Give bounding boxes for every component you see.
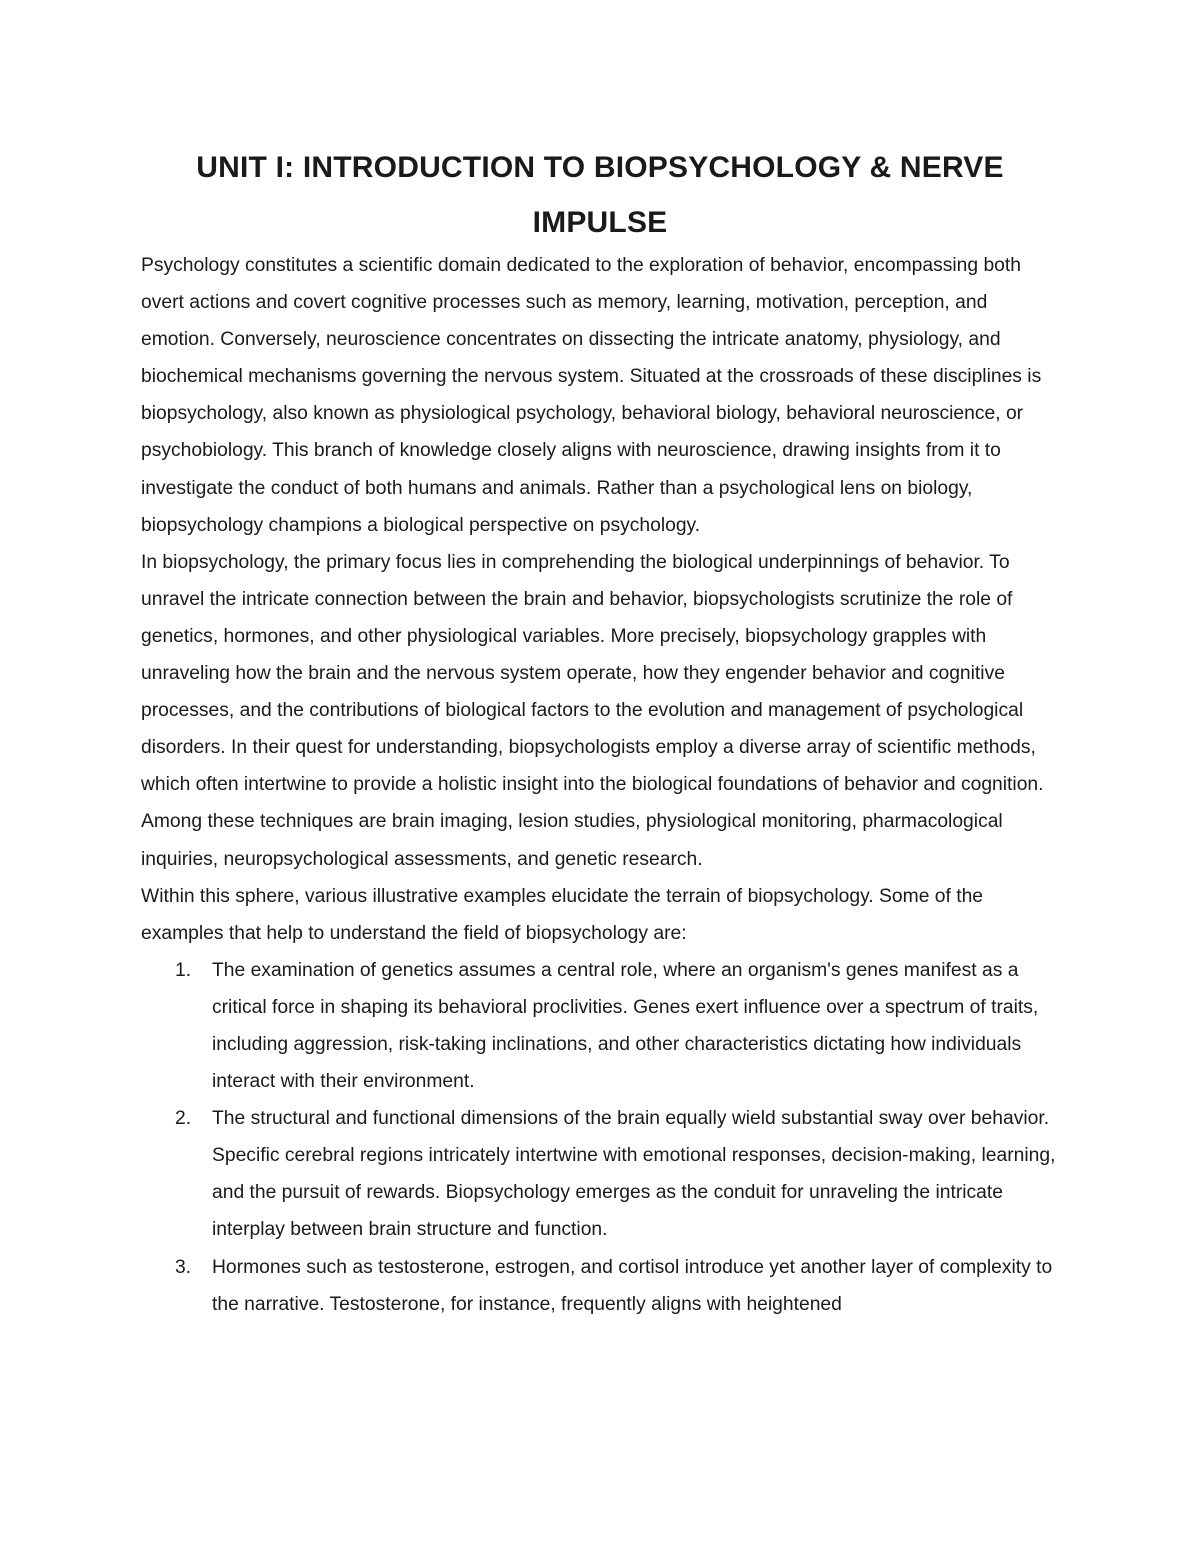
- examples-list: [141, 952, 1066, 1323]
- list-item-number: 1.: [175, 959, 192, 981]
- paragraph-examples-intro: Within this sphere, various illustrative examples elucidate the terrain of biopsychology. Some of the examples that help to understand the field of biopsychology are:: [141, 885, 984, 944]
- list-item: [141, 1100, 1066, 1248]
- list-item-number: 2.: [175, 1108, 192, 1130]
- list-item-text: The examination of genetics assumes a central role, where an organism's genes manifest as a critical force in shaping its behavioral proclivities. Genes exert influence over a spectrum of traits, including aggression, risk-taking inclinations, and other characteristics dictating how individuals interact with their environment.: [212, 959, 1039, 1093]
- list-item-number: 3.: [175, 1256, 192, 1278]
- list-item: [141, 952, 1066, 1100]
- list-item: [141, 1249, 1066, 1323]
- list-item-text: Hormones such as testosterone, estrogen, and cortisol introduce yet another layer of complexity to the narrative. Testosterone, for instance, frequently aligns with heightened: [212, 1256, 1053, 1315]
- paragraph-focus: In biopsychology, the primary focus lies in comprehending the biological underpinnings of behavior. To unravel the intricate connection between the brain and behavior, biopsychologists scrutinize the role of genetics, hormones, and other physiological variables. More precisely, biopsychology grapples with unraveling how the brain and the nervous system operate, how they engender behavior and cognitive processes, and the contributions of biological factors to the evolution and management of psychological disorders. In their quest for understanding, biopsychologists employ a diverse array of scientific methods, which often intertwine to provide a holistic insight into the biological foundations of behavior and cognition. Among these techniques are brain imaging, lesion studies, physiological monitoring, pharmacological inquiries, neuropsychological assessments, and genetic research.: [141, 551, 1044, 870]
- document-body: [141, 247, 1066, 1323]
- paragraph-intro: Psychology constitutes a scientific domain dedicated to the exploration of behavior, encompassing both overt actions and covert cognitive processes such as memory, learning, motivation, perception, and emotion. Conversely, neuroscience concentrates on dissecting the intricate anatomy, physiology, and biochemical mechanisms governing the nervous system. Situated at the crossroads of these disciplines is biopsychology, also known as physiological psychology, behavioral biology, behavioral neuroscience, or psychobiology. This branch of knowledge closely aligns with neuroscience, drawing insights from it to investigate the conduct of both humans and animals. Rather than a psychological lens on biology, biopsychology champions a biological perspective on psychology.: [141, 255, 1042, 536]
- list-item-text: The structural and functional dimensions of the brain equally wield substantial sway over behavior. Specific cerebral regions intricately intertwine with emotional responses, decision-making, learning, and the pursuit of rewards. Biopsychology emerges as the conduit for unraveling the intricate interplay between brain structure and function.: [212, 1108, 1056, 1241]
- page-title: UNIT I: INTRODUCTION TO BIOPSYCHOLOGY & NERVE IMPULSE: [196, 151, 1004, 239]
